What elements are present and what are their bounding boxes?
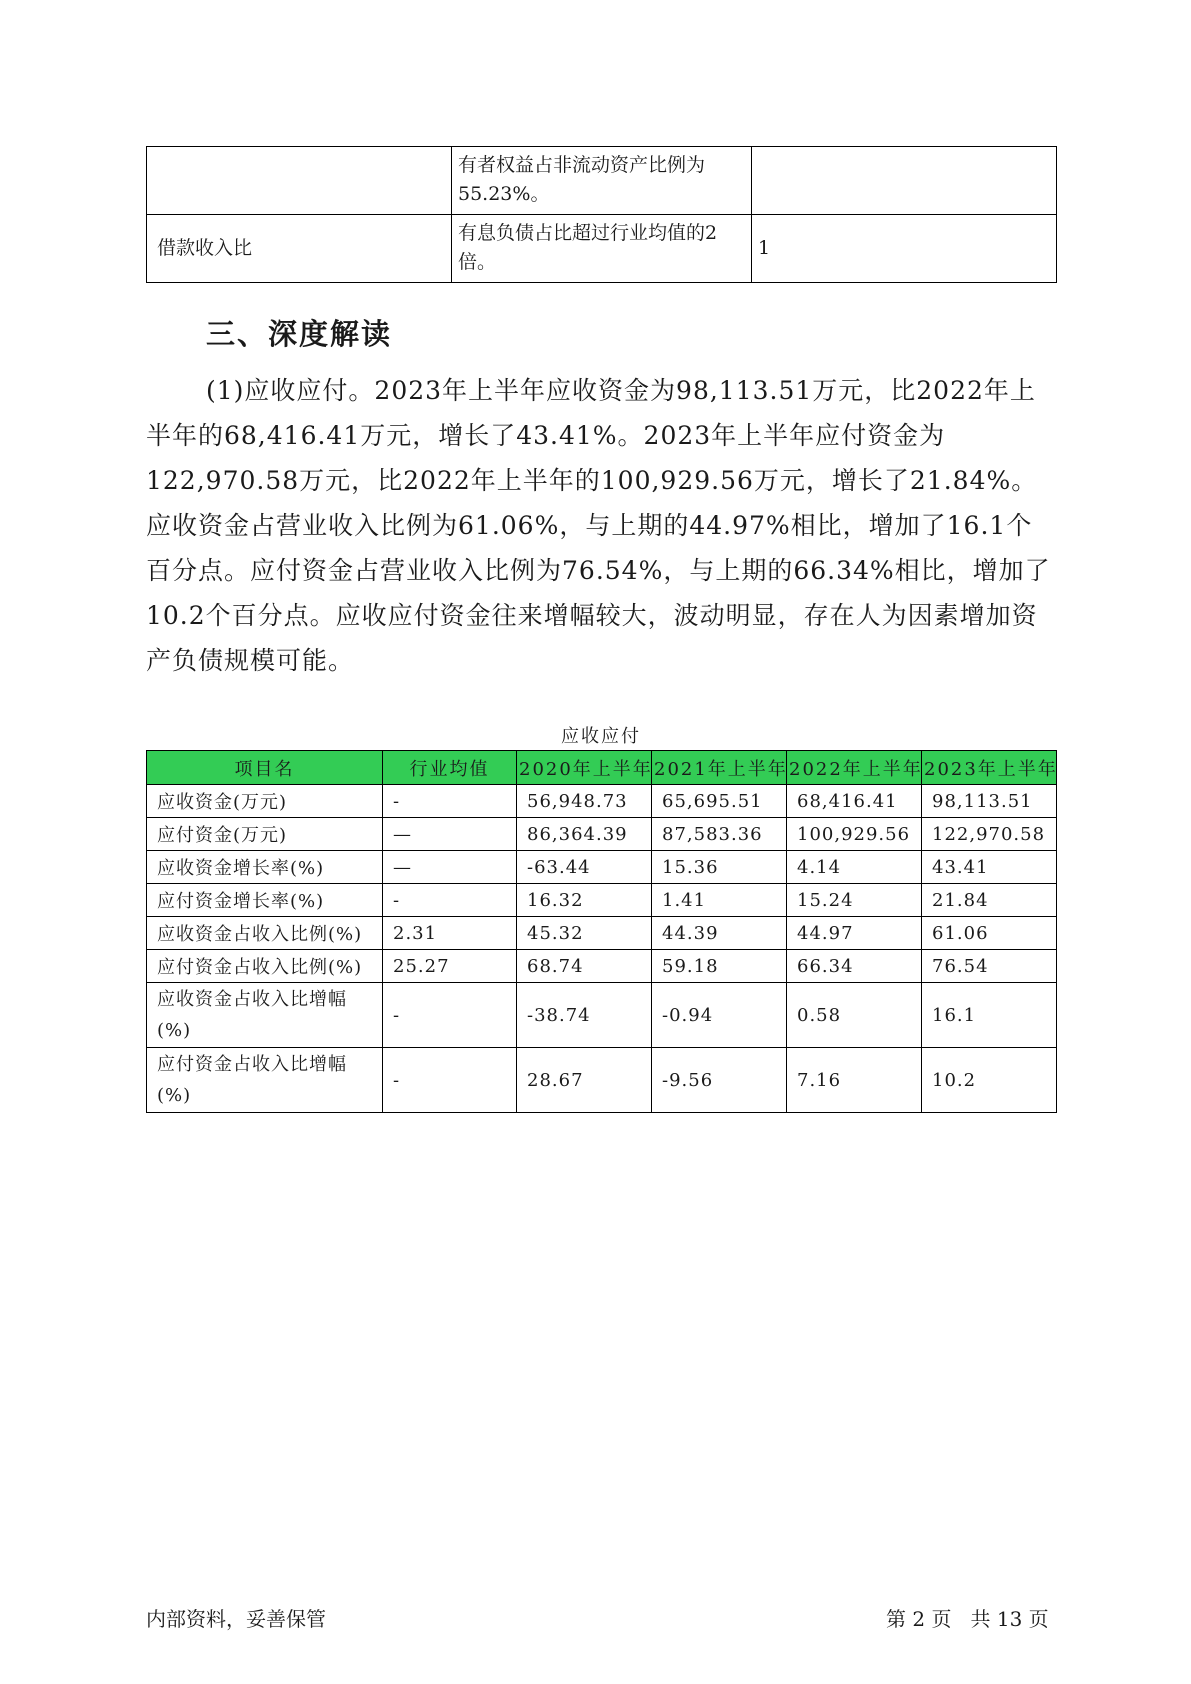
row-label: 应收资金占收入比增幅(%) (147, 983, 383, 1048)
value-cell: 0.58 (787, 983, 922, 1048)
footer-page-number: 第 2 页 共 13 页 (886, 1607, 1049, 1631)
industry-average-cell: - (383, 785, 517, 818)
header-2023-h1: 2023年上半年 (922, 751, 1057, 785)
metric-label: 借款收入比 (147, 214, 452, 282)
metric-value (752, 147, 1057, 215)
analysis-paragraph: (1)应收应付。2023年上半年应收资金为98,113.51万元，比2022年上半年的68,416.41万元，增长了43.41%。2023年上半年应付资金为122,970.58万元，比2022年上半年的100,929.56万元，增长了21.84%。应收资金占营业收入比例为61.06%，与上期的44.97%相比，增加了16.1个百分点。应付资金占营业收入比例为76.54%，与上期的66.34%相比，增加了10.2个百分点。应收应付资金往来增幅较大，波动明显，存在人为因素增加资产负债规模可能。 (146, 376, 1051, 675)
metric-value: 1 (752, 214, 1057, 282)
table-row (147, 884, 1057, 917)
header-2022-h1: 2022年上半年 (787, 751, 922, 785)
value-cell: 122,970.58 (922, 818, 1057, 851)
table-row (147, 785, 1057, 818)
table-row (147, 147, 1057, 215)
row-label: 应收资金(万元) (147, 785, 383, 818)
header-industry-average: 行业均值 (383, 751, 517, 785)
table-row (147, 917, 1057, 950)
value-cell: 87,583.36 (652, 818, 787, 851)
value-cell: -38.74 (517, 983, 652, 1048)
row-label: 应付资金占收入比例(%) (147, 950, 383, 983)
value-cell: 68,416.41 (787, 785, 922, 818)
industry-average-cell: - (383, 1048, 517, 1113)
receivables-payables-table (146, 750, 1057, 1113)
metric-label (147, 147, 452, 215)
table-row (147, 818, 1057, 851)
value-cell: 59.18 (652, 950, 787, 983)
table-row (147, 214, 1057, 282)
value-cell: 44.39 (652, 917, 787, 950)
metric-description: 有息负债占比超过行业均值的2倍。 (452, 214, 752, 282)
row-label: 应收资金增长率(%) (147, 851, 383, 884)
value-cell: 43.41 (922, 851, 1057, 884)
industry-average-cell: — (383, 818, 517, 851)
value-cell: 15.36 (652, 851, 787, 884)
industry-average-cell: 25.27 (383, 950, 517, 983)
value-cell: 21.84 (922, 884, 1057, 917)
value-cell: -63.44 (517, 851, 652, 884)
value-cell: 61.06 (922, 917, 1057, 950)
industry-average-cell: - (383, 983, 517, 1048)
table-row (147, 950, 1057, 983)
row-label: 应付资金占收入比增幅(%) (147, 1048, 383, 1113)
value-cell: -0.94 (652, 983, 787, 1048)
section-heading: 三、深度解读 (206, 317, 393, 351)
value-cell: 76.54 (922, 950, 1057, 983)
industry-average-cell: - (383, 884, 517, 917)
value-cell: 66.34 (787, 950, 922, 983)
continuation-table (146, 146, 1057, 283)
value-cell: 4.14 (787, 851, 922, 884)
table-header-row (147, 751, 1057, 785)
value-cell: 56,948.73 (517, 785, 652, 818)
value-cell: 68.74 (517, 950, 652, 983)
row-label: 应付资金增长率(%) (147, 884, 383, 917)
table-caption: 应收应付 (561, 726, 641, 747)
value-cell: 65,695.51 (652, 785, 787, 818)
value-cell: 86,364.39 (517, 818, 652, 851)
header-2020-h1: 2020年上半年 (517, 751, 652, 785)
value-cell: 28.67 (517, 1048, 652, 1113)
value-cell: 44.97 (787, 917, 922, 950)
header-2021-h1: 2021年上半年 (652, 751, 787, 785)
value-cell: -9.56 (652, 1048, 787, 1113)
table-row (147, 1048, 1057, 1113)
table-row (147, 851, 1057, 884)
value-cell: 10.2 (922, 1048, 1057, 1113)
metric-description: 有者权益占非流动资产比例为55.23%。 (452, 147, 752, 215)
value-cell: 45.32 (517, 917, 652, 950)
value-cell: 7.16 (787, 1048, 922, 1113)
value-cell: 15.24 (787, 884, 922, 917)
industry-average-cell: — (383, 851, 517, 884)
row-label: 应收资金占收入比例(%) (147, 917, 383, 950)
value-cell: 1.41 (652, 884, 787, 917)
value-cell: 100,929.56 (787, 818, 922, 851)
header-item-name: 项目名 (147, 751, 383, 785)
industry-average-cell: 2.31 (383, 917, 517, 950)
value-cell: 98,113.51 (922, 785, 1057, 818)
footer-confidential-note: 内部资料，妥善保管 (146, 1607, 326, 1631)
value-cell: 16.32 (517, 884, 652, 917)
table-row (147, 983, 1057, 1048)
row-label: 应付资金(万元) (147, 818, 383, 851)
value-cell: 16.1 (922, 983, 1057, 1048)
